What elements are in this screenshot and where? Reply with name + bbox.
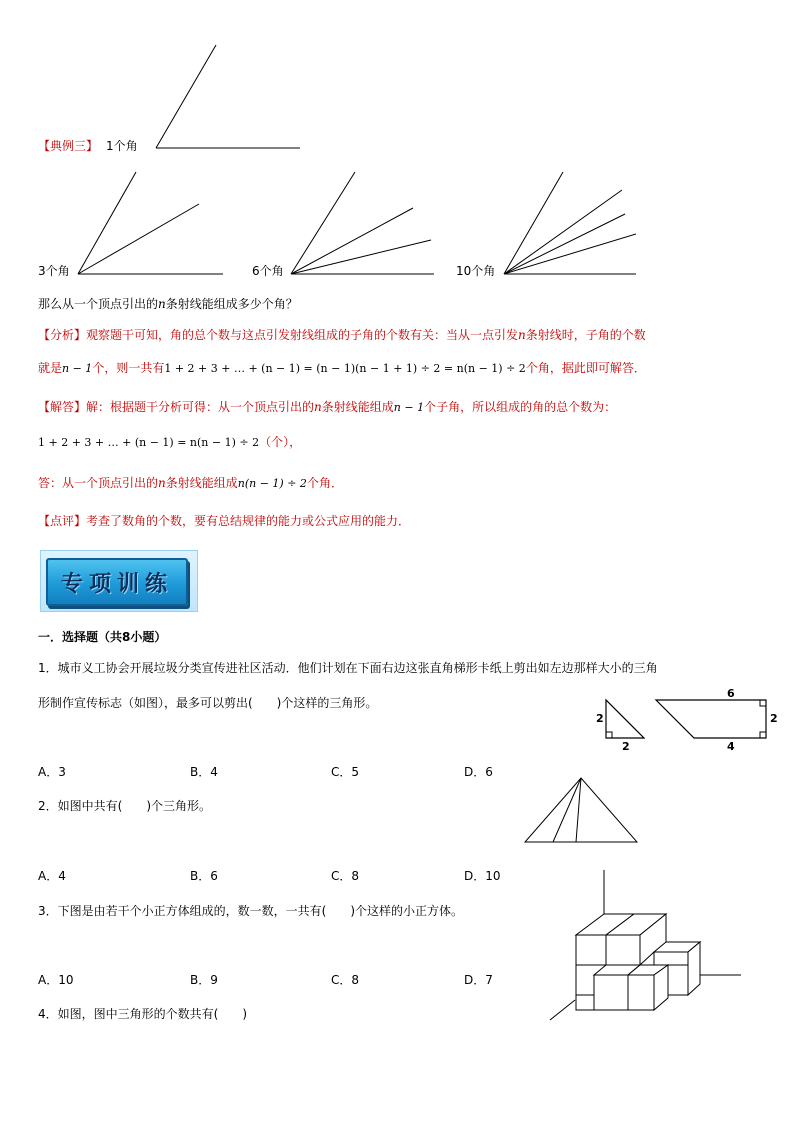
q1-trapezoid-shape: [656, 700, 766, 738]
q3-option-c[interactable]: C．8: [331, 973, 360, 987]
analysis-line-1: 【分析】观察题干可知，角的总个数与这点引发射线组成的子角的个数有关：当从一点引发n条射线时，子角的个数: [38, 328, 646, 342]
ten-angles-label: 10个角: [456, 264, 496, 278]
q2-option-d[interactable]: D．10: [464, 869, 501, 883]
solution-tag: 【解答】: [38, 400, 87, 414]
q3-option-d[interactable]: D．7: [464, 973, 493, 987]
analysis-line-2: 就是n − 1个，则一共有1 + 2 + 3 + … + (n − 1) = (n − 1)(n − 1 + 1) ÷ 2 = n(n − 1) ÷ 2个角，据此即可解答．: [38, 361, 646, 375]
q1-tri-base-label: 2: [622, 740, 630, 753]
q1-triangle-shape: [606, 700, 644, 738]
solution-line-1: 【解答】解：根据题干分析可得：从一个顶点引出的n条射线能组成n − 1个子角，所以组成的角的总个数为：: [38, 400, 617, 414]
q1-line-2: 形制作宣传标志（如图），最多可以剪出( )个这样的三角形。: [38, 696, 378, 710]
special-training-banner: [40, 550, 196, 614]
q3-option-a[interactable]: A．10: [38, 973, 74, 987]
q2-option-c[interactable]: C．8: [331, 869, 360, 883]
q3-line-1: 3．下图是由若干个小正方体组成的，数一数，一共有( )个这样的小正方体。: [38, 904, 464, 918]
example-tag: 【典例三】: [38, 139, 99, 153]
q1-option-a[interactable]: A．3: [38, 765, 66, 779]
q1-trap-top-label: 6: [727, 687, 735, 700]
banner-title: 专项训练: [60, 570, 173, 597]
q1-option-c[interactable]: C．5: [331, 765, 360, 779]
q1-option-b[interactable]: B．4: [190, 765, 218, 779]
q1-line-1: 1．城市义工协会开展垃圾分类宣传进社区活动．他们计划在下面右边这张直角梯形卡纸上剪出如左边那样大小的三角: [38, 661, 658, 675]
solution-answer: 答：从一个顶点引出的n条射线能组成n(n − 1) ÷ 2个角．: [38, 476, 343, 490]
ten-angles-figure: [504, 172, 636, 274]
q2-line-1: 2．如图中共有( )个三角形。: [38, 799, 211, 813]
section-heading: 一．选择题（共8小题）: [38, 630, 167, 644]
q1-trap-right-label: 2: [770, 712, 778, 725]
q4-line-1: 4．如图，图中三角形的个数共有( ): [38, 1007, 247, 1021]
comment-tag: 【点评】: [38, 514, 87, 528]
q1-trap-bottom-label: 4: [727, 740, 735, 753]
six-angles-figure: [291, 172, 434, 274]
q1-option-d[interactable]: D．6: [464, 765, 493, 779]
six-angles-label: 6个角: [252, 264, 284, 278]
q3-option-b[interactable]: B．9: [190, 973, 218, 987]
one-angle-figure: [156, 45, 300, 148]
three-angles-figure: [78, 172, 223, 274]
solution-line-2: 1 + 2 + 3 + … + (n − 1) = n(n − 1) ÷ 2（个），: [38, 435, 302, 449]
q2-option-b[interactable]: B．6: [190, 869, 218, 883]
banner-plate: [46, 558, 188, 606]
analysis-tag: 【分析】: [38, 328, 87, 342]
q2-option-a[interactable]: A．4: [38, 869, 66, 883]
comment-line: 【点评】考查了数角的个数，要有总结规律的能力或公式应用的能力．: [38, 514, 411, 528]
one-angle-label: 1个角: [106, 139, 138, 153]
q1-tri-height-label: 2: [596, 712, 604, 725]
three-angles-label: 3个角: [38, 264, 70, 278]
example-question: 那么从一个顶点引出的n条射线能组成多少个角？: [38, 297, 298, 311]
